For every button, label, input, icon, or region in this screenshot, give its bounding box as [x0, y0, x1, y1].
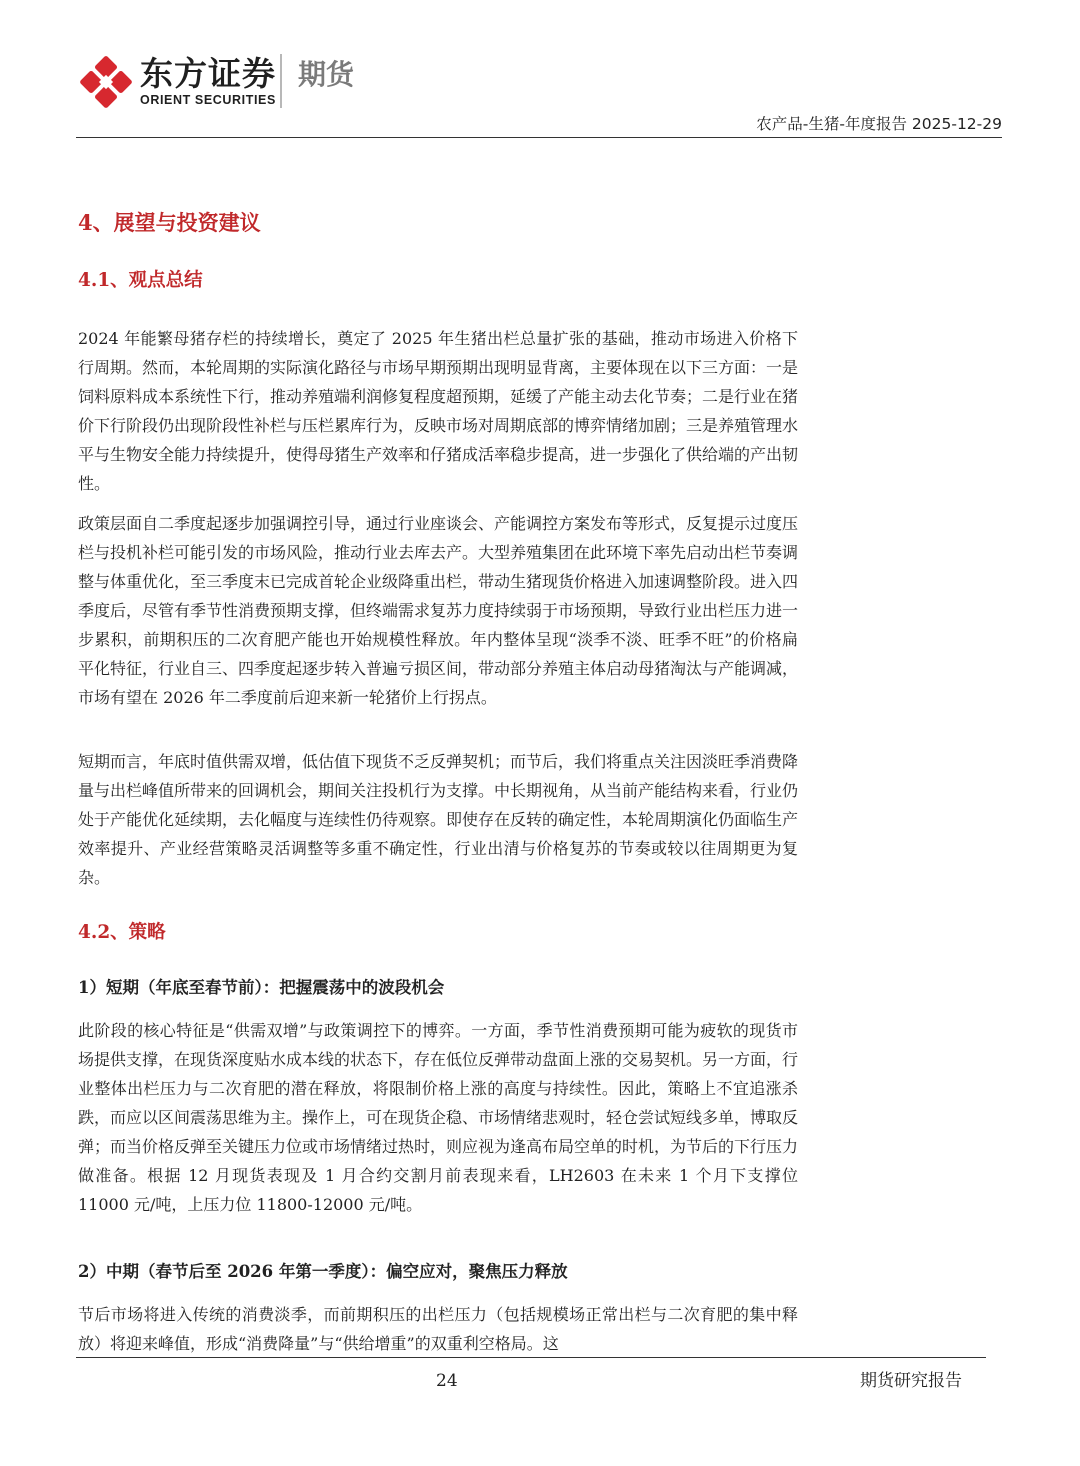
paragraph: 政策层面自二季度起逐步加强调控引导，通过行业座谈会、产能调控方案发布等形式，反复提示过度压栏与投机补栏可能引发的市场风险，推动行业去库去产。大型养殖集团在此环境下率先启动出栏节奏调整与体重优化，至三季度末已完成首轮企业级降重出栏，带动生猪现货价格进入加速调整阶段。进入四季度后，尽管有季节性消费预期支撑，但终端需求复苏力度持续弱于市场预期，导致行业出栏压力进一步累积，前期积压的二次育肥产能也开始规模性释放。年内整体呈现“淡季不淡、旺季不旺”的价格扁平化特征，行业自三、四季度起逐步转入普遍亏损区间，带动部分养殖主体启动母猪淘汰与产能调减，市场有望在 2026 年二季度前后迎来新一轮猪价上行拐点。 [78, 514, 799, 707]
page-number: 24 [436, 1371, 458, 1391]
strategy-heading-short-term: 1）短期（年底至春节前）：把握震荡中的波段机会 [78, 978, 445, 997]
subsection-heading-4-1: 4.1、观点总结 [78, 270, 203, 291]
footer-label: 期货研究报告 [860, 1371, 962, 1391]
header-rule [76, 137, 1002, 138]
paragraph: 短期而言，年底时值供需双增，低估值下现货不乏反弹契机；而节后，我们将重点关注因淡旺季消费降量与出栏峰值所带来的回调机会，期间关注投机行为支撑。中长期视角，从当前产能结构来看，行业仍处于产能优化延续期，去化幅度与连续性仍待观察。即使存在反转的确定性，本轮周期演化仍面临生产效率提升、产业经营策略灵活调整等多重不确定性，行业出清与价格复苏的节奏或较以往周期更为复杂。 [78, 752, 799, 887]
brand-divider [280, 54, 282, 108]
strategy-heading-mid-term: 2）中期（春节后至 2026 年第一季度）：偏空应对，聚焦压力释放 [78, 1262, 568, 1281]
paragraph: 2024 年能繁母猪存栏的持续增长，奠定了 2025 年生猪出栏总量扩张的基础，推动市场进入价格下行周期。然而，本轮周期的实际演化路径与市场早期预期出现明显背离，主要体现在以下三方面：一是饲料原料成本系统性下行，推动养殖端利润修复程度超预期，延缓了产能主动去化节奏；二是行业在猪价下行阶段仍出现阶段性补栏与压栏累库行为，反映市场对周期底部的博弈情绪加剧；三是养殖管理水平与生物安全能力持续提升，使得母猪生产效率和仔猪成活率稳步提高，进一步强化了供给端的产出韧性。 [78, 329, 799, 493]
paragraph: 此阶段的核心特征是“供需双增”与政策调控下的博弈。一方面，季节性消费预期可能为疲软的现货市场提供支撑，在现货深度贴水成本线的状态下，存在低位反弹带动盘面上涨的交易契机。另一方面，行业整体出栏压力与二次育肥的潜在释放，将限制价格上涨的高度与持续性。因此，策略上不宜追涨杀跌，而应以区间震荡思维为主。操作上，可在现货企稳、市场情绪悲观时，轻仓尝试短线多单，博取反弹；而当价格反弹至关键压力位或市场情绪过热时，则应视为逢高布局空单的时机，为节后的下行压力做准备。根据 12 月现货表现及 1 月合约交割月前表现来看，LH2603 在未来 1 个月下支撑位 11000 元/吨，上压力位 11800-12000 元/吨。 [78, 1021, 799, 1214]
subsection-heading-4-2: 4.2、策略 [78, 922, 166, 943]
brand-name-cn: 东方证券 [140, 54, 276, 93]
orient-securities-logo-icon [76, 52, 136, 112]
brand-subtitle: 期货 [298, 58, 355, 91]
section-heading: 4、展望与投资建议 [78, 210, 261, 235]
brand-name-en: ORIENT SECURITIES [140, 93, 276, 107]
footer-rule [76, 1357, 986, 1358]
paragraph: 节后市场将进入传统的消费淡季，而前期积压的出栏压力（包括规模场正常出栏与二次育肥的集中释放）将迎来峰值，形成“消费降量”与“供给增重”的双重利空格局。这 [78, 1305, 798, 1353]
report-meta: 农产品-生猪-年度报告 2025-12-29 [756, 115, 1002, 133]
